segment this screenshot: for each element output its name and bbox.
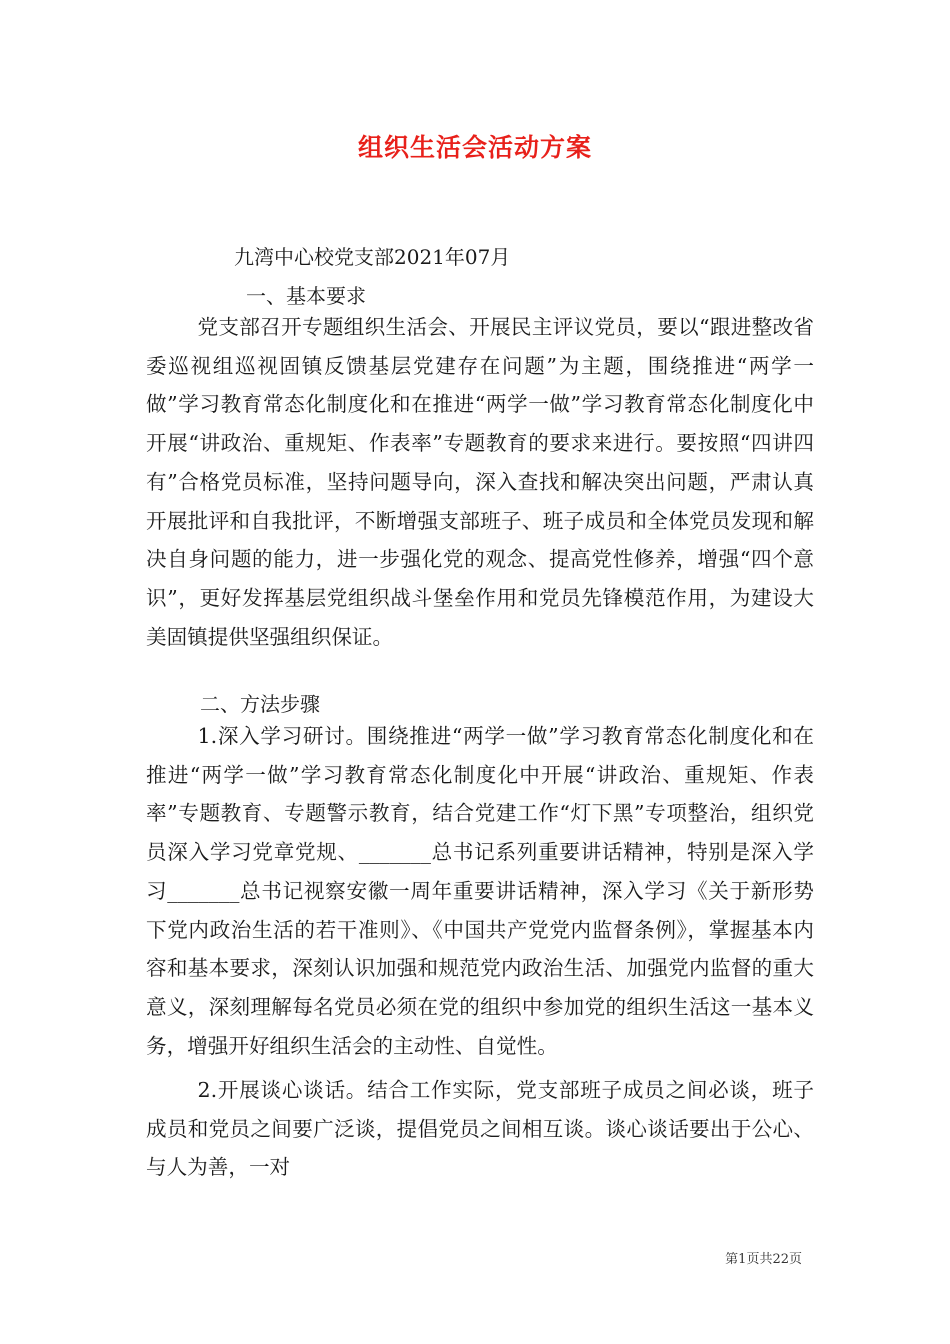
paragraph-step-1: 1.深入学习研讨。围绕推进“两学一做”学习教育常态化制度化和在推进“两学一做”学习教育常态化制度化中开展“讲政治、重规矩、作表率”专题教育、专题警示教育，结合党建工作“灯下黑”专项整治，组织党员深入学习党章党规、_______总书记系列重要讲话精神，特别是深入学习_______总书记视察安徽一周年重要讲话精神，深入学习《关于新形势下党内政治生活的若干准则》、《中国共产党党内监督条例》，掌握基本内容和基本要求，深刻认识加强和规范党内政治生活、加强党内监督的重大意义，深刻理解每名党员必须在党的组织中参加党的组织生活这一基本义务，增强开好组织生活会的主动性、自觉性。 [146, 724, 814, 1058]
section-heading-method-steps: 二、方法步骤 [200, 692, 320, 716]
page-indicator: 第1页共22页 [725, 1252, 802, 1267]
section-heading-basic-requirements: 一、基本要求 [246, 284, 366, 308]
paragraph-basic-requirements: 党支部召开专题组织生活会、开展民主评议党员，要以“跟进整改省委巡视组巡视固镇反馈基层党建存在问题”为主题，围绕推进“两学一做”学习教育常态化制度化和在推进“两学一做”学习教育常态化制度化中开展“讲政治、重规矩、作表率”专题教育的要求来进行。要按照“四讲四有”合格党员标准，坚持问题导向，深入查找和解决突出问题，严肃认真开展批评和自我批评，不断增强支部班子、班子成员和全体党员发现和解决自身问题的能力，进一步强化党的观念、提高党性修养，增强“四个意识”，更好发挥基层党组织战斗堡垒作用和党员先锋模范作用，为建设大美固镇提供坚强组织保证。 [146, 315, 814, 649]
org-date-line: 九湾中心校党支部2021年07月 [234, 245, 511, 269]
paragraph-step-2: 2.开展谈心谈话。结合工作实际，党支部班子成员之间必谈，班子成员和党员之间要广泛谈，提倡党员之间相互谈。谈心谈话要出于公心、与人为善，一对 [146, 1078, 814, 1180]
document-title: 组织生活会活动方案 [357, 133, 592, 162]
